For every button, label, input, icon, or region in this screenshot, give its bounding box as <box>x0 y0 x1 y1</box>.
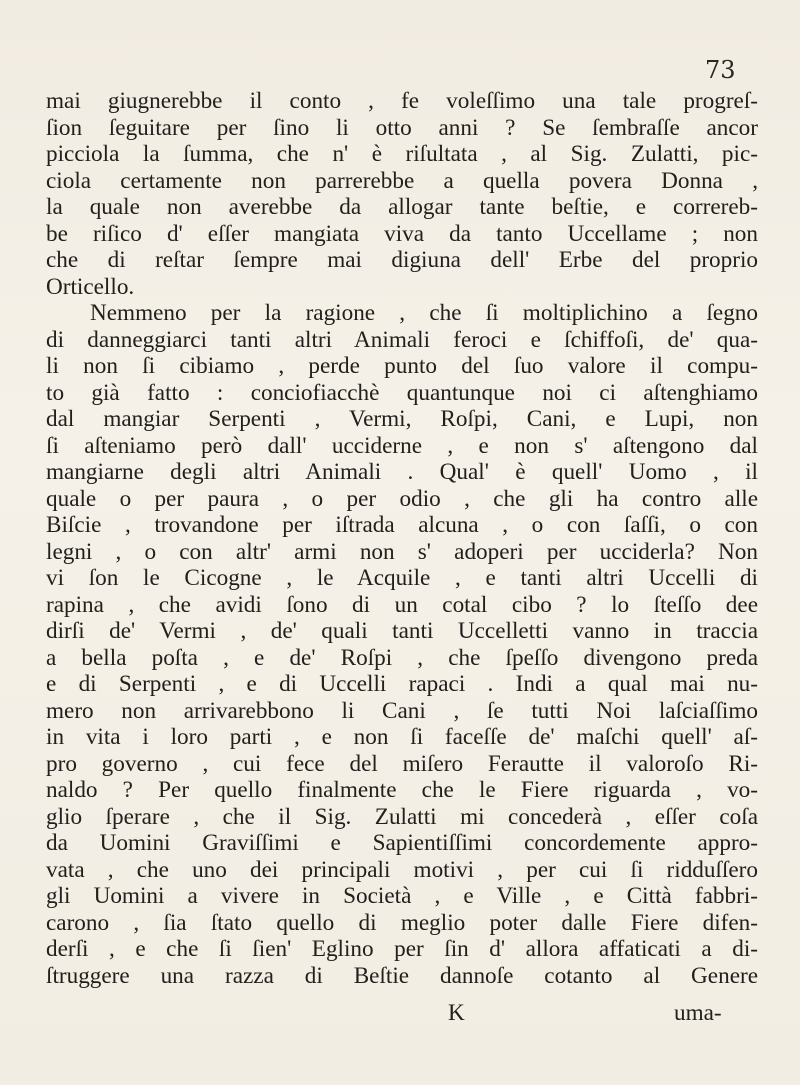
text-line: di danneggiarci tanti altri Animali feroci e ſchiffoſi, de' qua- <box>46 326 758 353</box>
text-line: pro governo , cui fece del miſero Ferautte il valoroſo Ri- <box>46 750 758 777</box>
text-line: gli Uomini a vivere in Società , e Ville , e Città fabbri- <box>46 883 758 909</box>
text-line: quale o per paura , o per odio , che gli ha contro alle <box>46 485 758 512</box>
text-line: mero non arrivarebbono li Cani , ſe tutti Noi laſciaſſimo <box>46 697 758 724</box>
text-line: li non ſi cibiamo , perde punto del ſuo valore il compu- <box>46 353 758 379</box>
text-line: in vita i loro parti , e non ſi faceſſe de' maſchi quell' aſ- <box>46 724 758 750</box>
text-line: legni , o con altr' armi non s' adoperi per ucciderla? Non <box>46 538 758 565</box>
text-line: Nemmeno per la ragione , che ſi moltiplichino a ſegno <box>90 300 758 326</box>
text-line: da Uomini Graviſſimi e Sapientiſſimi concordemente appro- <box>46 830 758 856</box>
text-line: la quale non averebbe da allogar tante beſtie, e correreb- <box>46 194 758 220</box>
text-line: mai giugnerebbe il conto , fe voleſſimo una tale progreſ- <box>46 88 758 114</box>
page-footer <box>46 1000 758 1028</box>
text-line: derſi , e che ſi ſien' Eglino per ſin d' allora affaticati a di- <box>46 936 758 962</box>
text-line: ſion ſeguitare per ſino li otto anni ? Se ſembraſſe ancor <box>46 114 758 141</box>
text-line: e di Serpenti , e di Uccelli rapaci . Indi a qual mai nu- <box>46 671 758 697</box>
text-line: rapina , che avidi ſono di un cotal cibo ? lo ſteſſo dee <box>46 591 758 618</box>
text-line: Biſcie , trovandone per iſtrada alcuna , o con ſaſſi, o con <box>46 512 758 538</box>
text-line: vata , che uno dei principali motivi , per cui ſi ridduſſero <box>46 856 758 883</box>
text-line: carono , ſia ſtato quello di meglio poter dalle Fiere difen- <box>46 909 758 936</box>
text-line: Orticello. <box>46 273 135 300</box>
text-line: ſtruggere una razza di Beſtie dannoſe cotanto al Genere <box>46 962 758 989</box>
text-line: mangiarne degli altri Animali . Qual' è quell' Uomo , il <box>46 459 758 485</box>
signature-mark: K <box>448 1000 465 1026</box>
body-text <box>46 88 758 989</box>
text-line: glio ſperare , che il Sig. Zulatti mi concederà , eſſer coſa <box>46 803 758 830</box>
text-line: be riſico d' eſſer mangiata viva da tanto Uccellame ; non <box>46 220 758 247</box>
catchword: uma- <box>674 1000 722 1026</box>
page-number: 73 <box>705 56 736 84</box>
text-line: naldo ? Per quello finalmente che le Fiere riguarda , vo- <box>46 777 758 803</box>
text-line: vi ſon le Cicogne , le Acquile , e tanti altri Uccelli di <box>46 565 758 591</box>
text-line: che di reſtar ſempre mai digiuna dell' Erbe del proprio <box>46 247 758 273</box>
text-line: picciola la ſumma, che n' è riſultata , al Sig. Zulatti, pic- <box>46 141 758 167</box>
text-line: ciola certamente non parrerebbe a quella povera Donna , <box>46 167 758 194</box>
text-line: dal mangiar Serpenti , Vermi, Roſpi, Cani, e Lupi, non <box>46 406 758 432</box>
text-line: dirſi de' Vermi , de' quali tanti Uccelletti vanno in traccia <box>46 618 758 644</box>
text-line: ſi aſteniamo però dall' ucciderne , e non s' aſtengono dal <box>46 432 758 459</box>
text-line: to già fatto : conciofiacchè quantunque noi ci aſtenghiamo <box>46 379 758 406</box>
text-line: a bella poſta , e de' Roſpi , che ſpeſſo divengono preda <box>46 644 758 671</box>
